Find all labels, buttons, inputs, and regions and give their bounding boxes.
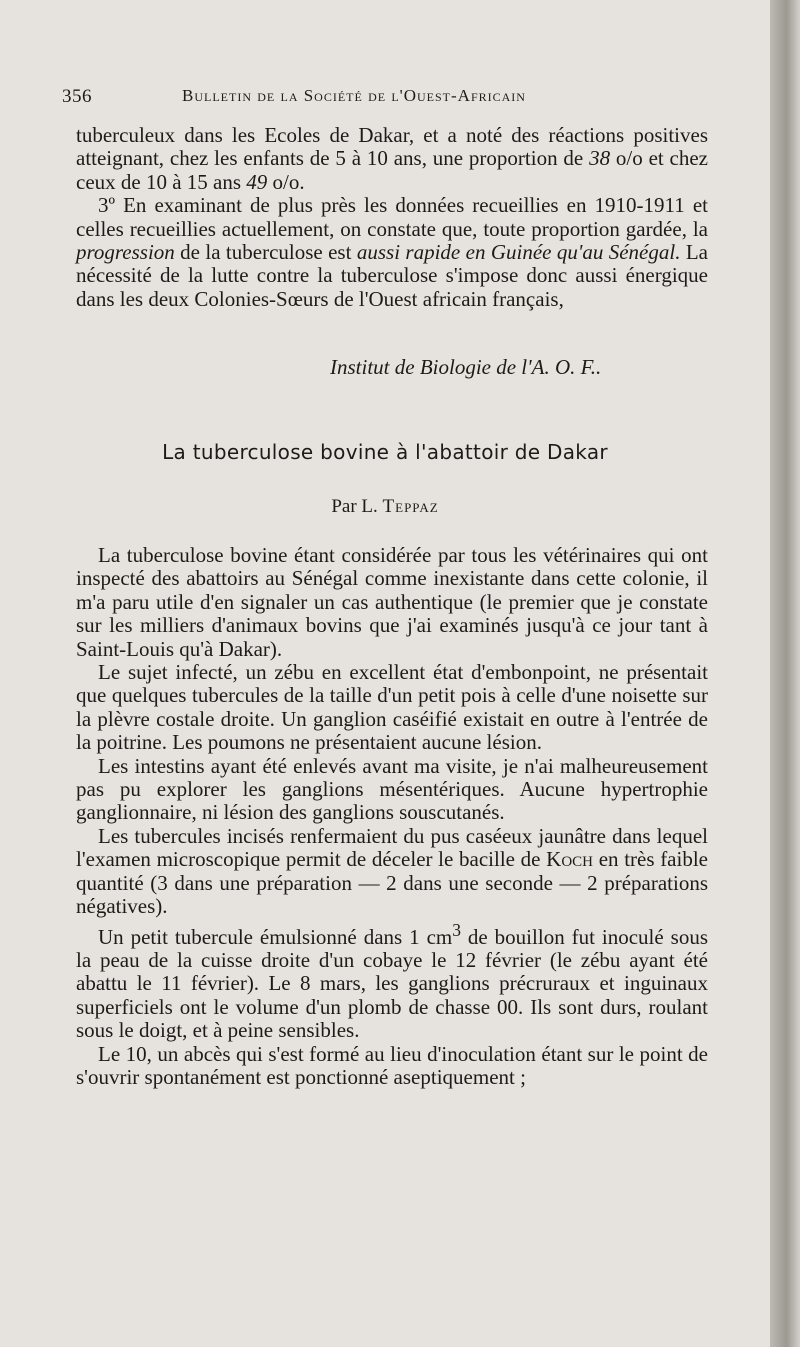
koch-name: Koch bbox=[546, 847, 594, 872]
article-body bbox=[76, 544, 708, 1089]
article-title: La tuberculose bovine à l'abattoir de Dakar bbox=[162, 440, 608, 464]
paragraph-point-3: 3º En examinant de plus près les données recueillies en 1910-1911 et celles recueillies actuellement, on constate que, toute proportion gardée, la progression de la tuberculose est aussi rapide en Guinée qu'au Sénégal. La nécessité de la lutte contre la tuberculose s'impose donc aussi énergique dans les deux Colonies-Sœurs de l'Ouest africain français, bbox=[76, 193, 709, 311]
paragraph-5: Un petit tubercule émulsionné dans 1 $cm^3$ de bouillon fut inoculé sous la peau de la cuisse droite d'un cobaye le 12 février (le zébu ayant été abattu le 11 février). Le 8 mars, les ganglions précruraux et inguinaux superficiels ont le volume d'un plomb de chasse 00. Ils sont durs, roulant sous le doigt, et à peine sensibles. bbox=[76, 919, 708, 1043]
intro-text-block bbox=[76, 124, 708, 311]
superscript-3: 3 bbox=[452, 919, 461, 940]
paragraph-2: Le sujet infecté, un zébu en excellent état d'embonpoint, ne présentait que quelques tubercules de la taille d'un petit pois à celle d'une noisette sur la plèvre costale droite. Un ganglion caséifié existait en outre à l'entrée de la poitrine. Les poumons ne présentaient aucune lésion. bbox=[76, 660, 708, 755]
page-number: 356 bbox=[62, 86, 92, 107]
value-49: 49 bbox=[246, 169, 268, 194]
paragraph-continuation: tuberculeux dans les Ecoles de Dakar, et a noté des réactions positives atteignant, chez les enfants de 5 à 10 ans, une proportion de 38 o/o et chez ceux de 10 à 15 ans 49 o/o. bbox=[76, 123, 709, 194]
book-spine-shadow bbox=[770, 0, 800, 1347]
page-header bbox=[62, 80, 712, 110]
institute-signature: Institut de Biologie de l'A. O. F.. bbox=[330, 355, 602, 379]
author-name: Teppaz bbox=[382, 496, 439, 517]
emphasis-progression: progression bbox=[76, 240, 175, 265]
paragraph-3: Les intestins ayant été enlevés avant ma visite, je n'ai malheureusement pas pu explorer les ganglions mésentériques. Aucune hypertrophie ganglionnaire, ni lésion des ganglions souscutanés. bbox=[76, 753, 708, 825]
paragraph-4: Les tubercules incisés renfermaient du pus caséeux jaunâtre dans lequel l'examen microscopique permit de déceler le bacille de Koch en très faible quantité (3 dans une préparation — 2 dans une seconde — 2 préparations négatives). bbox=[76, 823, 708, 919]
paragraph-6: Le 10, un abcès qui s'est formé au lieu d'inoculation étant sur le point de s'ouvrir spontanément est ponctionné aseptiquement ; bbox=[76, 1041, 708, 1089]
paragraph-1: La tuberculose bovine étant considérée par tous les vétérinaires qui ont inspecté des abattoirs au Sénégal comme inexistante dans cette colonie, il m'a paru utile d'en signaler un cas authentique (le premier que je constate sur les milliers d'animaux bovins que j'ai examinés jusqu'à ce jour tant à Saint-Louis qu'à Dakar). bbox=[76, 543, 708, 661]
running-title: Bulletin de la Société de l'Ouest-Africain bbox=[182, 86, 526, 105]
emphasis-rapid: aussi rapide en Guinée qu'au Sénégal. bbox=[356, 240, 681, 265]
value-38: 38 bbox=[589, 146, 611, 171]
article-byline: Par L. Teppaz bbox=[331, 496, 439, 517]
